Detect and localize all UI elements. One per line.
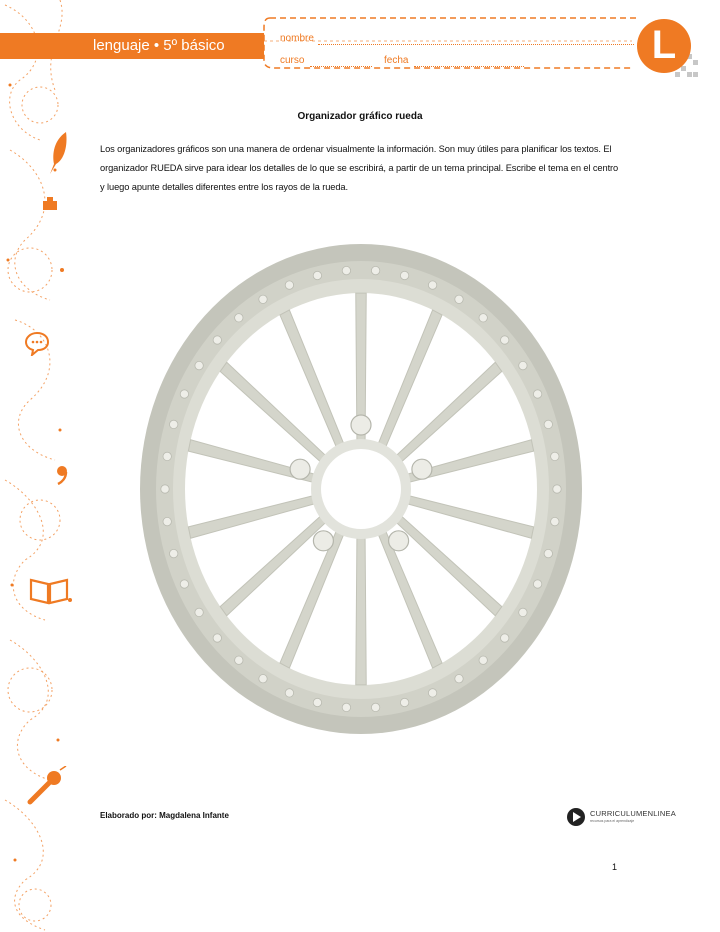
- rim-bolt: [544, 420, 552, 428]
- wheel-organizer: [138, 242, 584, 736]
- rim-bolt: [533, 390, 541, 398]
- logo-subtext: recursos para el aprendizaje: [590, 819, 635, 823]
- rim-bolt: [342, 703, 350, 711]
- nombre-field[interactable]: [318, 44, 634, 45]
- rim-bolt: [313, 698, 321, 706]
- hub-bolt: [351, 415, 371, 435]
- rim-bolt: [285, 689, 293, 697]
- rim-bolt: [455, 295, 463, 303]
- rim-bolt: [551, 452, 559, 460]
- rim-bolt: [235, 314, 243, 322]
- rim-bolt: [170, 549, 178, 557]
- rim-bolt: [195, 361, 203, 369]
- hub-bolt: [389, 531, 409, 551]
- rim-bolt: [235, 656, 243, 664]
- microphone-icon: [24, 766, 68, 806]
- comma-mark-icon: [56, 465, 68, 485]
- fecha-field[interactable]: [414, 66, 524, 67]
- rim-bolt: [371, 703, 379, 711]
- rim-bolt: [161, 485, 169, 493]
- hub-bolt: [290, 459, 310, 479]
- rim-bolt: [259, 675, 267, 683]
- subject-badge: [635, 14, 701, 80]
- rim-bolt: [180, 390, 188, 398]
- nombre-label: nombre: [280, 33, 314, 44]
- curso-label: curso: [280, 55, 305, 66]
- rim-bolt: [479, 656, 487, 664]
- rim-bolt: [553, 485, 561, 493]
- rim-bolt: [551, 517, 559, 525]
- rim-bolt: [533, 580, 541, 588]
- rim-bolt: [259, 295, 267, 303]
- rim-bolt: [313, 271, 321, 279]
- logo-text: CURRICULUMENLINEA: [590, 809, 676, 818]
- rim-bolt: [400, 271, 408, 279]
- wheel-spoke: [356, 537, 366, 685]
- rim-bolt: [428, 281, 436, 289]
- rim-bolt: [455, 675, 463, 683]
- rim-bolt: [285, 281, 293, 289]
- subject-banner: [0, 33, 264, 59]
- rim-bolt: [163, 452, 171, 460]
- intro-paragraph: Los organizadores gráficos son una manera de ordenar visualmente la información. Son muy útiles para planificar los textos. El organizador RUEDA sirve para idear los detalles de lo que se escribirá, a partir de un tema principal. Escribe el tema en el centro y luego apunte detalles diferentes entre los rayos de la rueda.: [100, 144, 619, 192]
- rim-bolt: [180, 580, 188, 588]
- author-credit: Elaborado por: Magdalena Infante: [100, 811, 229, 820]
- curso-field[interactable]: [310, 66, 372, 67]
- wheel-center-area[interactable]: [321, 449, 401, 529]
- rim-bolt: [163, 517, 171, 525]
- rim-bolt: [213, 336, 221, 344]
- rim-bolt: [501, 336, 509, 344]
- badge-letter: L: [651, 23, 677, 67]
- banner-text: lenguaje • 5º básico: [93, 37, 225, 54]
- speech-bubble-icon: [24, 330, 50, 356]
- rim-bolt: [170, 420, 178, 428]
- open-book-icon: [28, 574, 70, 606]
- rim-bolt: [519, 608, 527, 616]
- rim-bolt: [428, 689, 436, 697]
- play-logo-icon: [566, 807, 586, 827]
- hub-bolt: [313, 531, 333, 551]
- ink-pot-icon: [40, 196, 60, 212]
- feather-quill-icon: [46, 130, 70, 176]
- rim-bolt: [400, 698, 408, 706]
- rim-bolt: [213, 634, 221, 642]
- rim-bolt: [371, 266, 379, 274]
- student-info-box: [262, 14, 682, 74]
- publisher-logo: [566, 807, 676, 827]
- rim-bolt: [479, 314, 487, 322]
- rim-bolt: [342, 266, 350, 274]
- rim-bolt: [519, 361, 527, 369]
- rim-bolt: [544, 549, 552, 557]
- fecha-label: fecha: [384, 55, 409, 66]
- rim-bolt: [195, 608, 203, 616]
- page-title: Organizador gráfico rueda: [297, 111, 423, 122]
- rim-bolt: [501, 634, 509, 642]
- page-number: 1: [612, 862, 618, 872]
- hub-bolt: [412, 459, 432, 479]
